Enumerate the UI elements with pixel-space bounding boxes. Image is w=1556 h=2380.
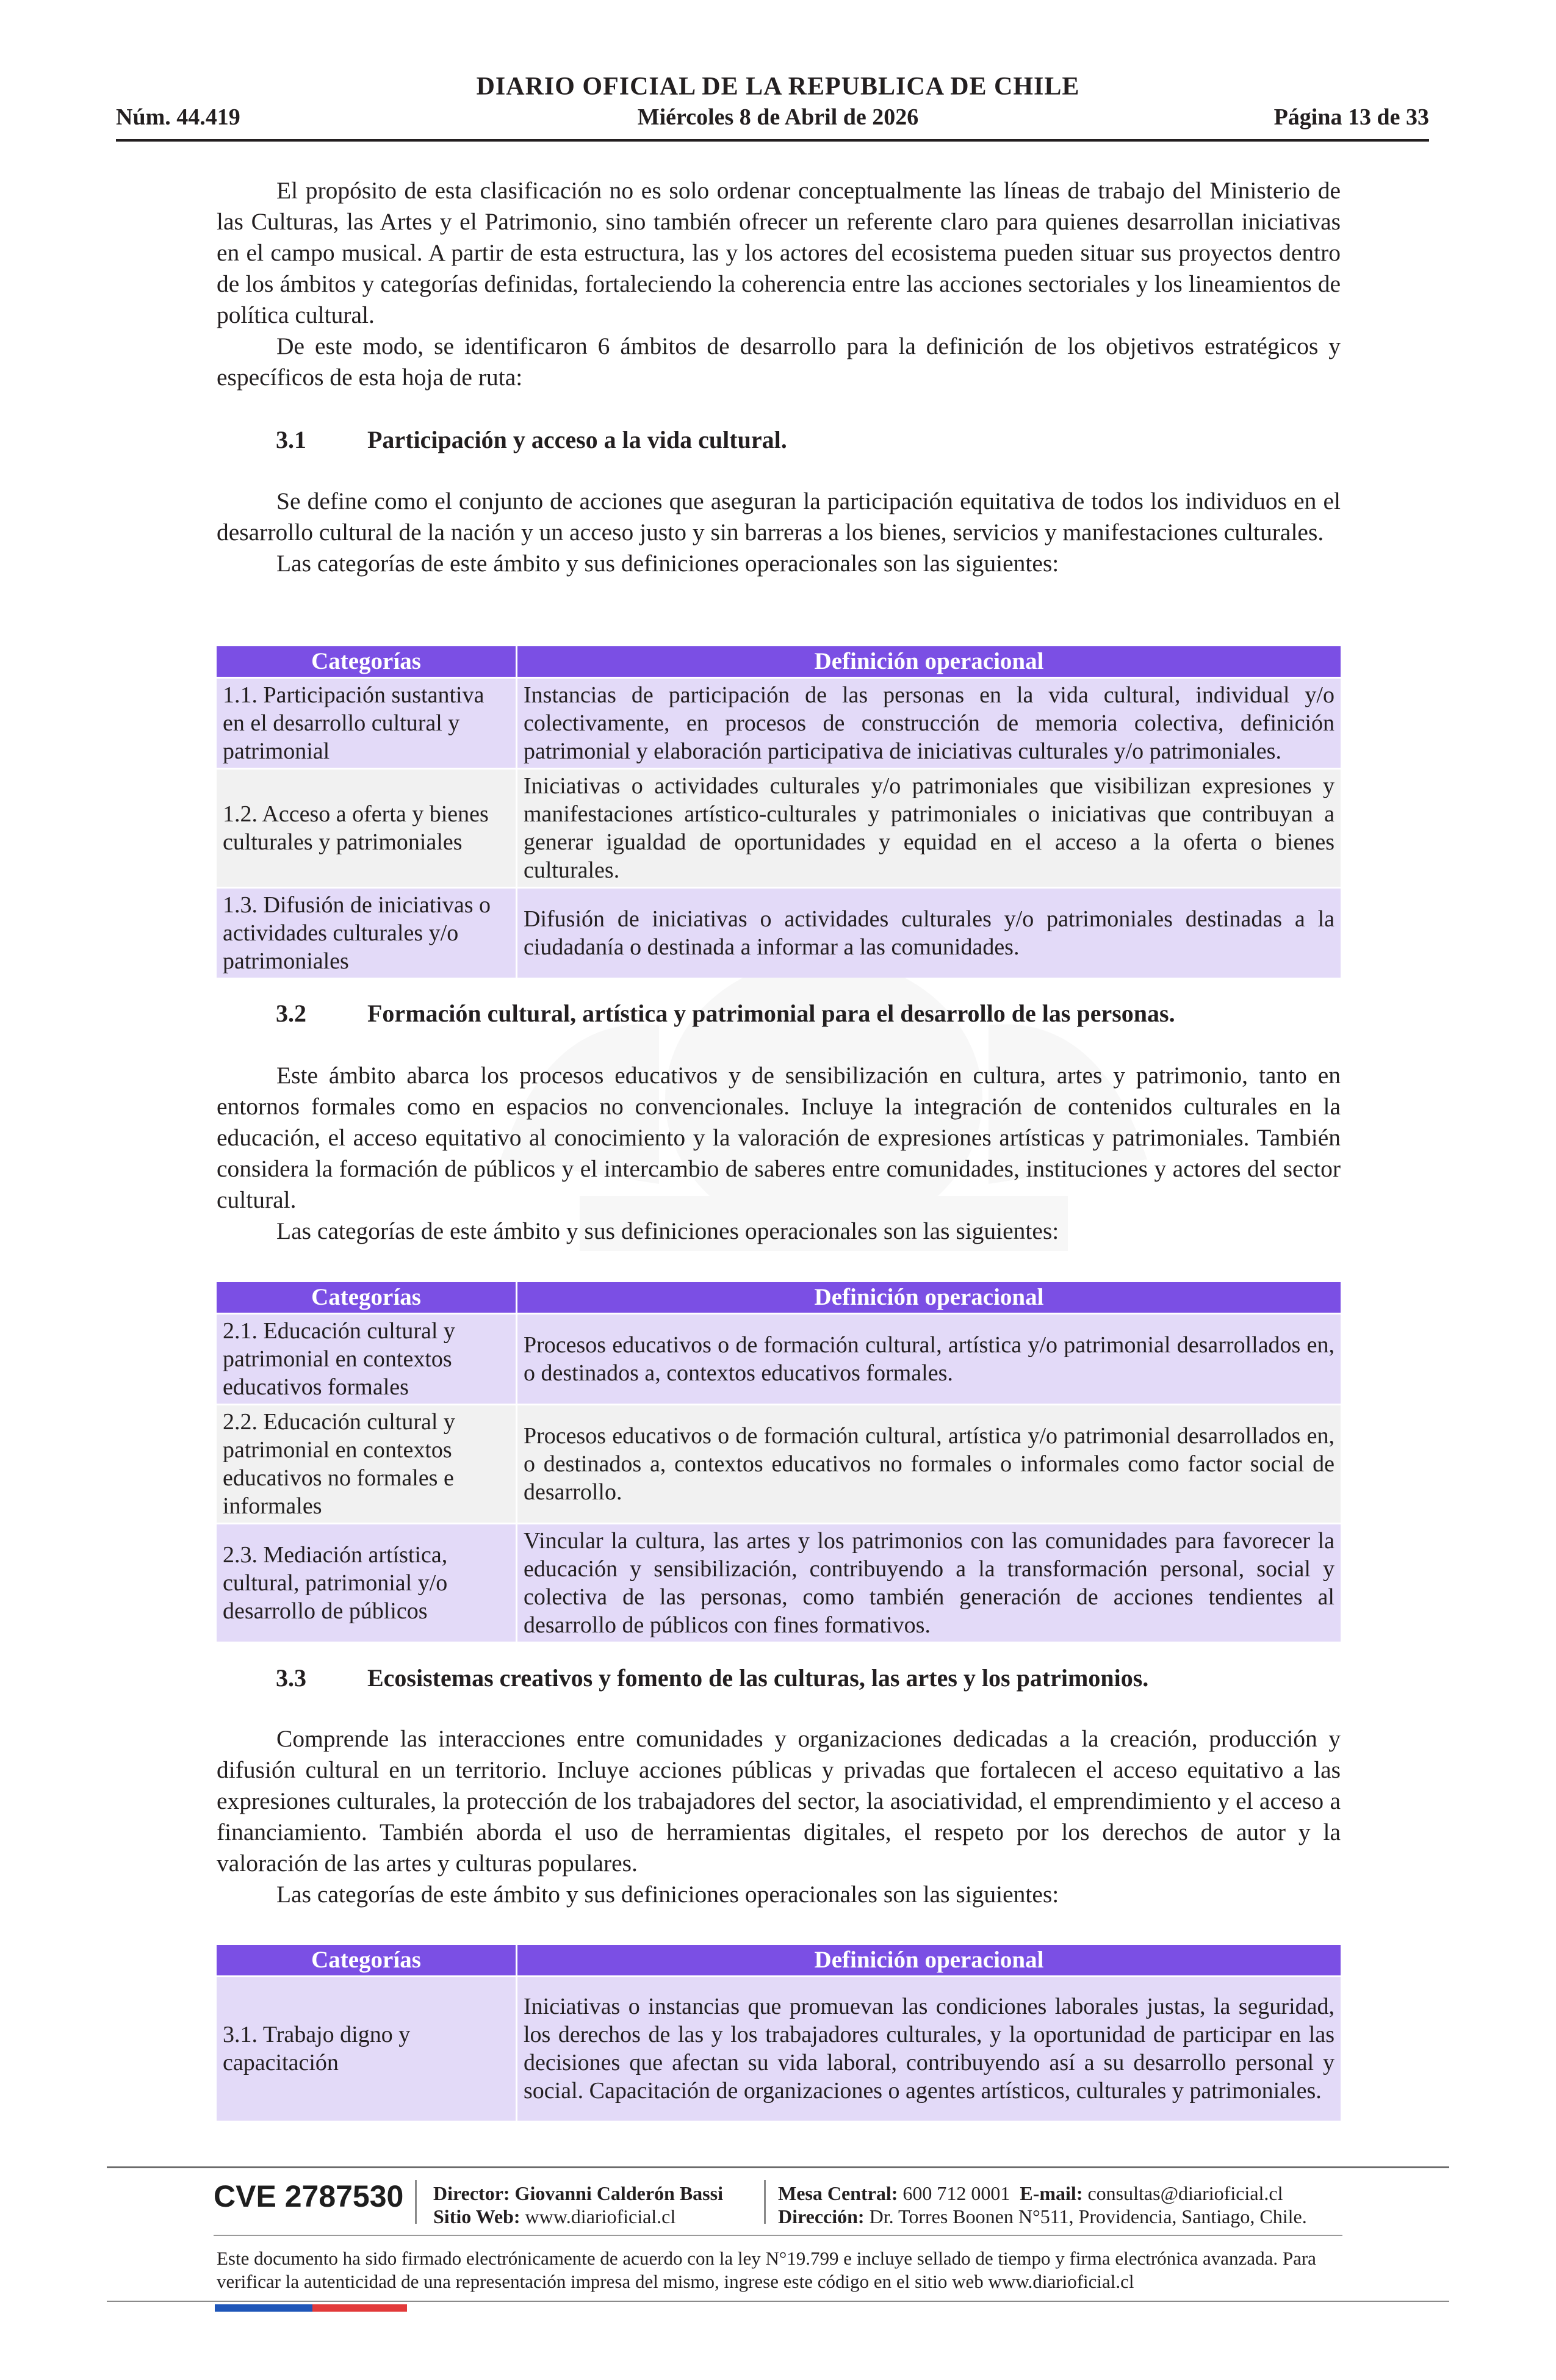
- definition-cell: Procesos educativos o de formación cultural, artística y/o patrimonial desarrollados en, o destinados a, contextos educativos no formales o informales como factor social de desarrollo.: [517, 1405, 1341, 1524]
- definition-cell: Procesos educativos o de formación cultural, artística y/o patrimonial desarrollados en, o destinados a, contextos educativos formales.: [517, 1314, 1341, 1405]
- section-3-2-text: [217, 1060, 1341, 1247]
- category-cell: 1.3. Difusión de iniciativas o actividades culturales y/o patrimoniales: [217, 888, 517, 978]
- section-paragraph: Las categorías de este ámbito y sus definiciones operacionales son las siguientes:: [276, 550, 1059, 577]
- footer-contact-block: Mesa Central: 600 712 0001 E-mail: consultas@diarioficial.cl Dirección: Dr. Torres Boonen N°511, Providencia, Santiago, Chile.: [778, 2182, 1307, 2227]
- table-row: [217, 1314, 1341, 1405]
- definition-cell: Vincular la cultura, las artes y los patrimonios con las comunidades para favorecer la educación y sensibilización, contribuyendo a la transformación personal, social y colectiva de las personas, como también generación de acciones tendientes al desarrollo de públicos con fines formativos.: [517, 1524, 1341, 1642]
- table-3-3: [217, 1945, 1341, 2121]
- column-header-definicion: Definición operacional: [517, 1945, 1341, 1977]
- category-cell: 2.3. Mediación artística, cultural, patrimonial y/o desarrollo de públicos: [217, 1524, 517, 1642]
- definition-cell: Iniciativas o instancias que promuevan las condiciones laborales justas, la seguridad, los derechos de las y los trabajadores culturales, y la oportunidad de participar en las decisiones que afectan su vida laboral, contribuyendo así a su desarrollo personal y social. Capacitación de organizaciones o agentes artísticos, culturales y patrimoniales.: [517, 1977, 1341, 2121]
- section-heading-3-2: 3.2 Formación cultural, artística y patrimonial para el desarrollo de las personas.: [276, 1000, 1175, 1027]
- definition-cell: Instancias de participación de las personas en la vida cultural, individual y/o colectivamente, en procesos de construcción de memoria colectiva, definición patrimonial y elaboración participativa de iniciativas culturales y/o patrimoniales.: [517, 678, 1341, 769]
- director-name: Giovanni Calderón Bassi: [514, 2182, 723, 2204]
- category-cell: 2.1. Educación cultural y patrimonial en contextos educativos formales: [217, 1314, 517, 1405]
- newspaper-title: DIARIO OFICIAL DE LA REPUBLICA DE CHILE: [476, 73, 1080, 101]
- column-header-definicion: Definición operacional: [517, 1282, 1341, 1314]
- footer-separator: [764, 2180, 766, 2224]
- intro-block: [217, 175, 1341, 393]
- signature-note: Este documento ha sido firmado electrónicamente de acuerdo con la ley N°19.799 e incluye sellado de tiempo y firma electrónica avanzada. Para verificar la autenticidad de una representación impresa del mismo, ingrese este código en el sitio web www.diarioficial.cl: [217, 2248, 1316, 2292]
- footer-divider: [107, 2166, 1449, 2168]
- footer-separator: [415, 2180, 417, 2224]
- section-3-1-text: [217, 486, 1341, 579]
- phone-number: 600 712 0001: [902, 2182, 1010, 2204]
- email-link[interactable]: consultas@diarioficial.cl: [1087, 2182, 1283, 2204]
- table-row: [217, 1524, 1341, 1642]
- table-row: [217, 678, 1341, 769]
- column-header-categorias: Categorías: [217, 1945, 517, 1977]
- website-link[interactable]: www.diarioficial.cl: [525, 2205, 676, 2227]
- table-row: [217, 1405, 1341, 1524]
- section-paragraph: Este ámbito abarca los procesos educativos y de sensibilización en cultura, artes y patrimonio, tanto en entornos formales como en espacios no convencionales. Incluye la integración de contenidos culturales en la educación, el acceso equitativo al conocimiento y la valoración de expresiones artísticas y patrimoniales. También considera la formación de públicos y el intercambio de saberes entre comunidades, instituciones y actores del sector cultural.: [217, 1062, 1341, 1213]
- intro-paragraph-2: De este modo, se identificaron 6 ámbitos de desarrollo para la definición de los objetivos estratégicos y específicos de esta hoja de ruta:: [217, 333, 1341, 391]
- table-3-2: [217, 1282, 1341, 1642]
- header-divider: [116, 139, 1429, 142]
- page-number: Página 13 de 33: [1273, 104, 1429, 130]
- category-cell: 1.2. Acceso a oferta y bienes culturales y patrimoniales: [217, 769, 517, 888]
- address: Dr. Torres Boonen N°511, Providencia, Santiago, Chile.: [869, 2205, 1307, 2227]
- flag-stripe-red: [312, 2304, 407, 2312]
- column-header-definicion: Definición operacional: [517, 646, 1341, 678]
- section-heading-3-3: 3.3 Ecosistemas creativos y fomento de las culturas, las artes y los patrimonios.: [276, 1664, 1149, 1692]
- category-cell: 3.1. Trabajo digno y capacitación: [217, 1977, 517, 2121]
- section-paragraph: Comprende las interacciones entre comunidades y organizaciones dedicadas a la creación, producción y difusión cultural en un territorio. Incluye acciones públicas y privadas que fortalecen el acceso equitativo a las expresiones culturales, la protección de los trabajadores del sector, la asociatividad, el emprendimiento y el acceso a financiamiento. También aborda el uso de herramientas digitales, el respeto por los derechos de autor y la valoración de las artes y culturas populares.: [217, 1725, 1341, 1877]
- table-row: [217, 769, 1341, 888]
- section-paragraph: Las categorías de este ámbito y sus definiciones operacionales son las siguientes:: [276, 1881, 1059, 1908]
- footer-divider: [214, 2235, 1342, 2236]
- issue-number: Núm. 44.419: [116, 104, 240, 130]
- column-header-categorias: Categorías: [217, 646, 517, 678]
- category-cell: 1.1. Participación sustantiva en el desarrollo cultural y patrimonial: [217, 678, 517, 769]
- definition-cell: Difusión de iniciativas o actividades culturales y/o patrimoniales destinadas a la ciudadanía o destinada a informar a las comunidades.: [517, 888, 1341, 978]
- table-3-1: [217, 646, 1341, 978]
- section-paragraph: Se define como el conjunto de acciones que aseguran la participación equitativa de todos los individuos en el desarrollo cultural de la nación y un acceso justo y sin barreras a los bienes, servicios y manifestaciones culturales.: [217, 488, 1341, 546]
- table-row: [217, 1977, 1341, 2121]
- intro-paragraph-1: El propósito de esta clasificación no es solo ordenar conceptualmente las líneas de trabajo del Ministerio de las Culturas, las Artes y el Patrimonio, sino también ofrecer un referente claro para quienes desarrollan iniciativas en el campo musical. A partir de esta estructura, las y los actores del ecosistema pueden situar sus proyectos dentro de los ámbitos y categorías definidas, fortaleciendo la coherencia entre las acciones sectoriales y los lineamientos de política cultural.: [217, 177, 1341, 328]
- flag-stripe-blue: [215, 2304, 312, 2312]
- section-paragraph: Las categorías de este ámbito y sus definiciones operacionales son las siguientes:: [276, 1217, 1059, 1244]
- footer-divider: [107, 2301, 1449, 2302]
- cve-code: CVE 2787530: [214, 2179, 404, 2213]
- category-cell: 2.2. Educación cultural y patrimonial en contextos educativos no formales e informales: [217, 1405, 517, 1524]
- footer-director-block: Director: Giovanni Calderón Bassi Sitio Web: www.diarioficial.cl: [433, 2182, 723, 2227]
- definition-cell: Iniciativas o actividades culturales y/o patrimoniales que visibilizan expresiones y manifestaciones artístico-culturales y patrimoniales o iniciativas que contribuyan a generar igualdad de oportunidades y equidad en el acceso a la oferta o bienes culturales.: [517, 769, 1341, 888]
- section-3-3-text: [217, 1723, 1341, 1910]
- section-heading-3-1: 3.1 Participación y acceso a la vida cultural.: [276, 426, 787, 453]
- table-row: [217, 888, 1341, 978]
- issue-date: Miércoles 8 de Abril de 2026: [637, 104, 919, 130]
- column-header-categorias: Categorías: [217, 1282, 517, 1314]
